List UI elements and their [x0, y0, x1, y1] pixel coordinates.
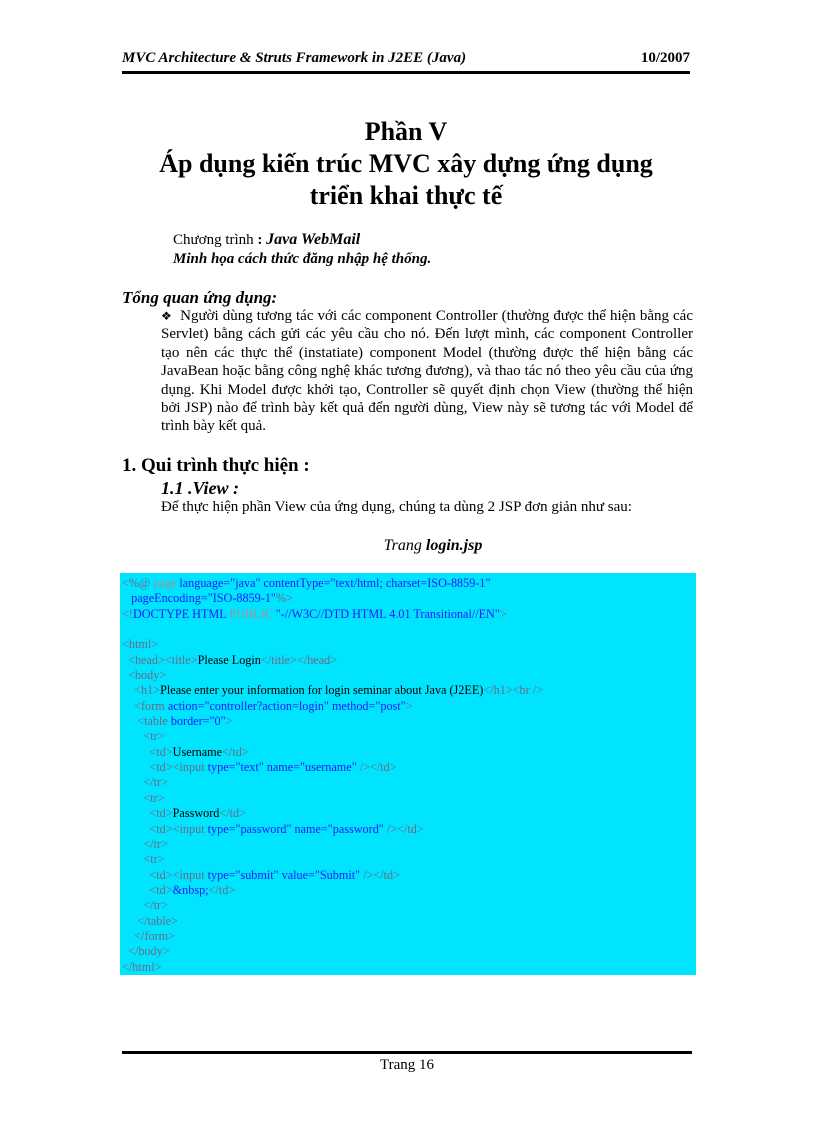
- code-token: DOCTYPE HTML: [132, 606, 230, 621]
- program-name: Java WebMail: [266, 231, 361, 248]
- part-title: [122, 116, 690, 212]
- code-line: [122, 883, 694, 898]
- code-line: [122, 944, 694, 959]
- code-token: pageEncoding="ISO-8859-1": [122, 591, 276, 606]
- code-line: [122, 775, 694, 790]
- code-line: [122, 898, 694, 913]
- code-token: <table: [122, 714, 171, 729]
- code-token: </tr>: [122, 836, 168, 851]
- overview-paragraph: [161, 307, 693, 436]
- code-line: [122, 745, 694, 760]
- section-1-heading: 1. Qui trình thực hiện :: [122, 455, 310, 476]
- code-token: <tr>: [122, 790, 165, 805]
- code-caption: [122, 537, 744, 555]
- code-line: [122, 607, 694, 622]
- code-token: >: [225, 714, 233, 729]
- code-token: </h1><br />: [483, 683, 543, 698]
- overview-heading: Tổng quan ứng dụng:: [122, 288, 278, 307]
- code-token: </tr>: [122, 898, 168, 913]
- code-token: <h1>: [122, 683, 161, 698]
- code-token: </form>: [122, 928, 176, 943]
- code-token: /></td>: [360, 867, 401, 882]
- code-line: [122, 637, 694, 652]
- code-token: type="text" name="username": [207, 760, 357, 775]
- code-token: </body>: [122, 944, 170, 959]
- code-line: [122, 653, 694, 668]
- code-token: type="submit" value="Submit": [207, 867, 361, 882]
- code-token: </html>: [122, 959, 162, 974]
- code-token: </table>: [122, 913, 179, 928]
- code-line: [122, 822, 694, 837]
- code-token: action="controller?action=login" method="post": [167, 698, 406, 713]
- code-token: <td>: [122, 744, 173, 759]
- code-token: /></td>: [383, 821, 424, 836]
- overview-text: Người dùng tương tác với các component Controller (thường được thể hiện bằng các Servlet) bằng cách gửi các yêu cầu cho nó. Đến lượt mình, các component Controller tạo nên các thực thể (instatiate) component Model (thường được thể hiện bằng các JavaBean hoặc bằng công nghệ khác tương đương), và thao tác nó theo yêu cầu của ứng dụng. Khi Model được khởi tạo, Controller sẽ quyết định chọn View (thường thể hiện bởi JSP) nào để trình bày kết quả đến người dùng, View này sẽ tương tác với Model để trình bày kết quả.: [161, 308, 694, 435]
- program-prefix: Chương trình: [173, 232, 258, 248]
- code-token: Please Login: [197, 652, 261, 667]
- code-token: language="java" contentType="text/html; charset=ISO-8859-1": [179, 576, 491, 590]
- header-date: 10/2007: [640, 50, 690, 66]
- code-token: <body>: [122, 668, 167, 683]
- footer-divider: [122, 1051, 692, 1054]
- code-token: <td><input: [122, 760, 208, 775]
- code-line: [122, 960, 694, 975]
- code-token: <td><input: [122, 821, 208, 836]
- code-listing: [120, 573, 696, 975]
- code-token: &nbsp;: [172, 882, 209, 897]
- code-token: <tr>: [122, 852, 165, 867]
- code-token: <form: [122, 698, 168, 713]
- code-line: [122, 837, 694, 852]
- section-1-1-heading: 1.1 .View :: [161, 478, 240, 498]
- code-token: <tr>: [122, 729, 165, 744]
- code-token: PUBLIC: [229, 606, 276, 621]
- code-token: </td>: [208, 882, 236, 897]
- code-token: page: [153, 576, 180, 590]
- code-token: Username: [172, 744, 223, 759]
- section-1-1-text: Để thực hiện phần View của ứng dụng, chúng ta dùng 2 JSP đơn giản như sau:: [161, 499, 632, 515]
- caption-prefix: Trang: [383, 537, 426, 554]
- code-line: [122, 914, 694, 929]
- code-token: /></td>: [356, 760, 397, 775]
- code-line: [122, 852, 694, 867]
- code-line: [122, 791, 694, 806]
- caption-filename: login.jsp: [425, 537, 483, 554]
- code-token: <html>: [122, 637, 159, 652]
- code-token: <head><title>: [122, 652, 198, 667]
- part-title-line-2: Áp dụng kiến trúc MVC xây dựng ứng dụng: [159, 149, 653, 178]
- code-token: Please enter your information for login seminar about Java (J2EE): [160, 683, 484, 698]
- code-token: <td>: [122, 806, 173, 821]
- code-token: </td>: [219, 806, 247, 821]
- code-token: "-//W3C//DTD HTML 4.01 Transitional//EN": [275, 606, 500, 621]
- program-colon: :: [257, 232, 267, 248]
- code-line: [122, 591, 694, 606]
- code-token: Password: [172, 806, 220, 821]
- code-line: [122, 576, 694, 591]
- diamond-bullet-icon: ❖: [161, 309, 173, 323]
- code-token: >: [405, 698, 413, 713]
- part-title-line-3: triển khai thực tế: [309, 181, 503, 210]
- code-token: >: [499, 606, 507, 621]
- code-token: %>: [275, 591, 293, 606]
- part-title-line-1: Phần V: [364, 117, 448, 146]
- code-line: [122, 868, 694, 883]
- code-line: [122, 668, 694, 683]
- header-title: MVC Architecture & Struts Framework in J2EE (Java): [122, 50, 467, 66]
- code-token: <!: [122, 606, 133, 621]
- program-description: Minh họa cách thức đăng nhập hệ thống.: [173, 251, 432, 267]
- code-token: </tr>: [122, 775, 168, 790]
- code-line: [122, 683, 694, 698]
- code-line: [122, 622, 694, 637]
- code-line: [122, 806, 694, 821]
- program-info: [173, 230, 431, 269]
- code-line: [122, 929, 694, 944]
- page-number: Trang 16: [379, 1057, 435, 1073]
- code-line: [122, 729, 694, 744]
- code-token: <%@: [122, 576, 154, 590]
- code-token: </td>: [222, 744, 249, 759]
- code-token: </title></head>: [260, 652, 338, 667]
- page-header: [122, 50, 690, 67]
- code-token: <td><input: [122, 867, 208, 882]
- header-divider: [122, 71, 690, 74]
- code-token: <td>: [122, 882, 173, 897]
- code-line: [122, 714, 694, 729]
- code-line: [122, 699, 694, 714]
- code-token: border="0": [170, 714, 226, 729]
- code-line: [122, 760, 694, 775]
- code-token: type="password" name="password": [207, 821, 384, 836]
